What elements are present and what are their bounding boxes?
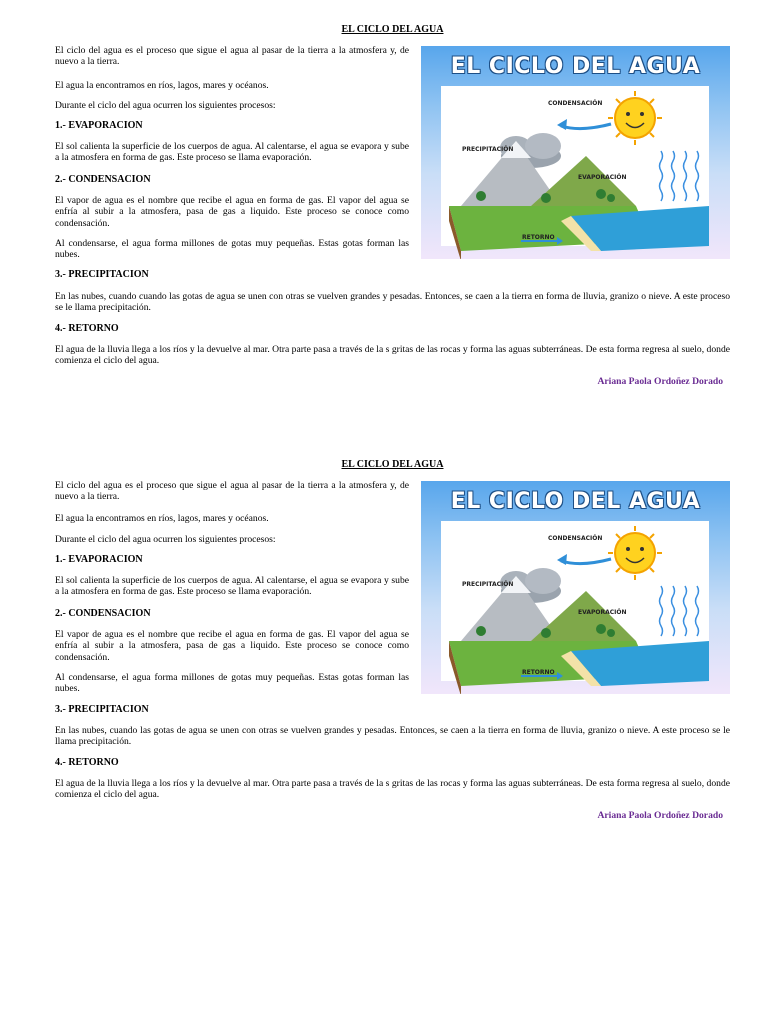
heading-retorno: 4.- RETORNO	[55, 757, 119, 768]
sun-icon	[608, 526, 662, 580]
heading-retorno: 4.- RETORNO	[55, 323, 119, 334]
retorno-paragraph: El agua de la lluvia llega a los ríos y la devuelve al mar. Otra parte pasa a través de la s gritas de las rocas y forma las aguas subterráneas. De esta forma regresa al suelo, donde comienza el ciclo del agua.	[55, 778, 730, 801]
label-precipitacion: PRECIPITACIÓN	[462, 581, 514, 588]
water-cycle-illustration	[421, 481, 730, 694]
during-paragraph: Durante el ciclo del agua ocurren los siguientes procesos:	[55, 100, 276, 111]
author-name: Ariana Paola Ordoñez Dorado	[597, 376, 723, 387]
label-precipitacion: PRECIPITACIÓN	[462, 146, 514, 153]
label-condensacion: CONDENSACIÓN	[548, 100, 603, 107]
document-copy-2	[55, 459, 730, 839]
condensacion-paragraph-2: Al condensarse, el agua forma millones de gotas muy pequeñas. Estas gotas forman las nubes.	[55, 672, 409, 695]
where-paragraph: El agua la encontramos en ríos, lagos, mares y océanos.	[55, 80, 269, 91]
condensacion-paragraph: El vapor de agua es el nombre que recibe el agua en forma de gas. El vapor del agua se enfría al subir a la atmosfera, pasa de gas a liquido. Este proceso se conoce como condensación.	[55, 629, 409, 663]
sun-icon	[608, 91, 662, 145]
heading-evaporacion: 1.- EVAPORACION	[55, 554, 143, 565]
precipitacion-paragraph: En las nubes, cuando cuando las gotas de agua se unen con otras se vuelven grandes y pesadas. Entonces, se caen a la tierra en forma de lluvia, granizo o nieve. A este proceso se le llama precipitación.	[55, 291, 730, 314]
condensacion-paragraph: El vapor de agua es el nombre que recibe el agua en forma de gas. El vapor del agua se enfría al subir a la atmosfera, pasa de gas a liquido. Este proceso se conoce como condensación.	[55, 195, 409, 229]
during-paragraph: Durante el ciclo del agua ocurren los siguientes procesos:	[55, 534, 276, 545]
intro-paragraph: El ciclo del agua es el proceso que sigue el agua al pasar de la tierra a la atmosfera y, de nuevo a la tierra.	[55, 480, 409, 503]
heading-condensacion: 2.- CONDENSACION	[55, 608, 151, 619]
page-title: EL CICLO DEL AGUA	[341, 459, 444, 470]
label-retorno: RETORNO	[522, 669, 555, 676]
water-cycle-illustration	[421, 46, 730, 259]
figure-title: EL CICLO DEL AGUA	[450, 489, 701, 514]
document-copy-1	[55, 24, 730, 404]
retorno-paragraph: El agua de la lluvia llega a los ríos y la devuelve al mar. Otra parte pasa a través de la s gritas de las rocas y forma las aguas subterráneas. De esta forma regresa al suelo, donde comienza el ciclo del agua.	[55, 344, 730, 367]
evaporacion-paragraph: El sol calienta la superficie de los cuerpos de agua. Al calentarse, el agua se evapora y sube a la atmosfera en forma de gas. Este proceso se llama evaporación.	[55, 575, 409, 598]
label-evaporacion: EVAPORACIÓN	[578, 174, 627, 181]
heading-condensacion: 2.- CONDENSACION	[55, 174, 151, 185]
intro-paragraph: El ciclo del agua es el proceso que sigue el agua al pasar de la tierra a la atmosfera y, de nuevo a la tierra.	[55, 45, 409, 68]
page-title: EL CICLO DEL AGUA	[341, 24, 444, 35]
figure-title: EL CICLO DEL AGUA	[450, 54, 701, 79]
heading-evaporacion: 1.- EVAPORACION	[55, 120, 143, 131]
label-evaporacion: EVAPORACIÓN	[578, 609, 627, 616]
heading-precipitacion: 3.- PRECIPITACION	[55, 269, 149, 280]
heading-precipitacion: 3.- PRECIPITACION	[55, 704, 149, 715]
condensacion-paragraph-2: Al condensarse, el agua forma millones de gotas muy pequeñas. Estas gotas forman las nubes.	[55, 238, 409, 261]
where-paragraph: El agua la encontramos en ríos, lagos, mares y océanos.	[55, 513, 269, 524]
label-retorno: RETORNO	[522, 234, 555, 241]
label-condensacion: CONDENSACIÓN	[548, 535, 603, 542]
evaporacion-paragraph: El sol calienta la superficie de los cuerpos de agua. Al calentarse, el agua se evapora y sube a la atmosfera en forma de gas. Este proceso se llama evaporación.	[55, 141, 409, 164]
precipitacion-paragraph: En las nubes, cuando las gotas de agua se unen con otras se vuelven grandes y pesadas. Entonces, se caen a la tierra en forma de lluvia, granizo o nieve. A este proceso se le llama precipitación.	[55, 725, 730, 748]
author-name: Ariana Paola Ordoñez Dorado	[597, 810, 723, 821]
